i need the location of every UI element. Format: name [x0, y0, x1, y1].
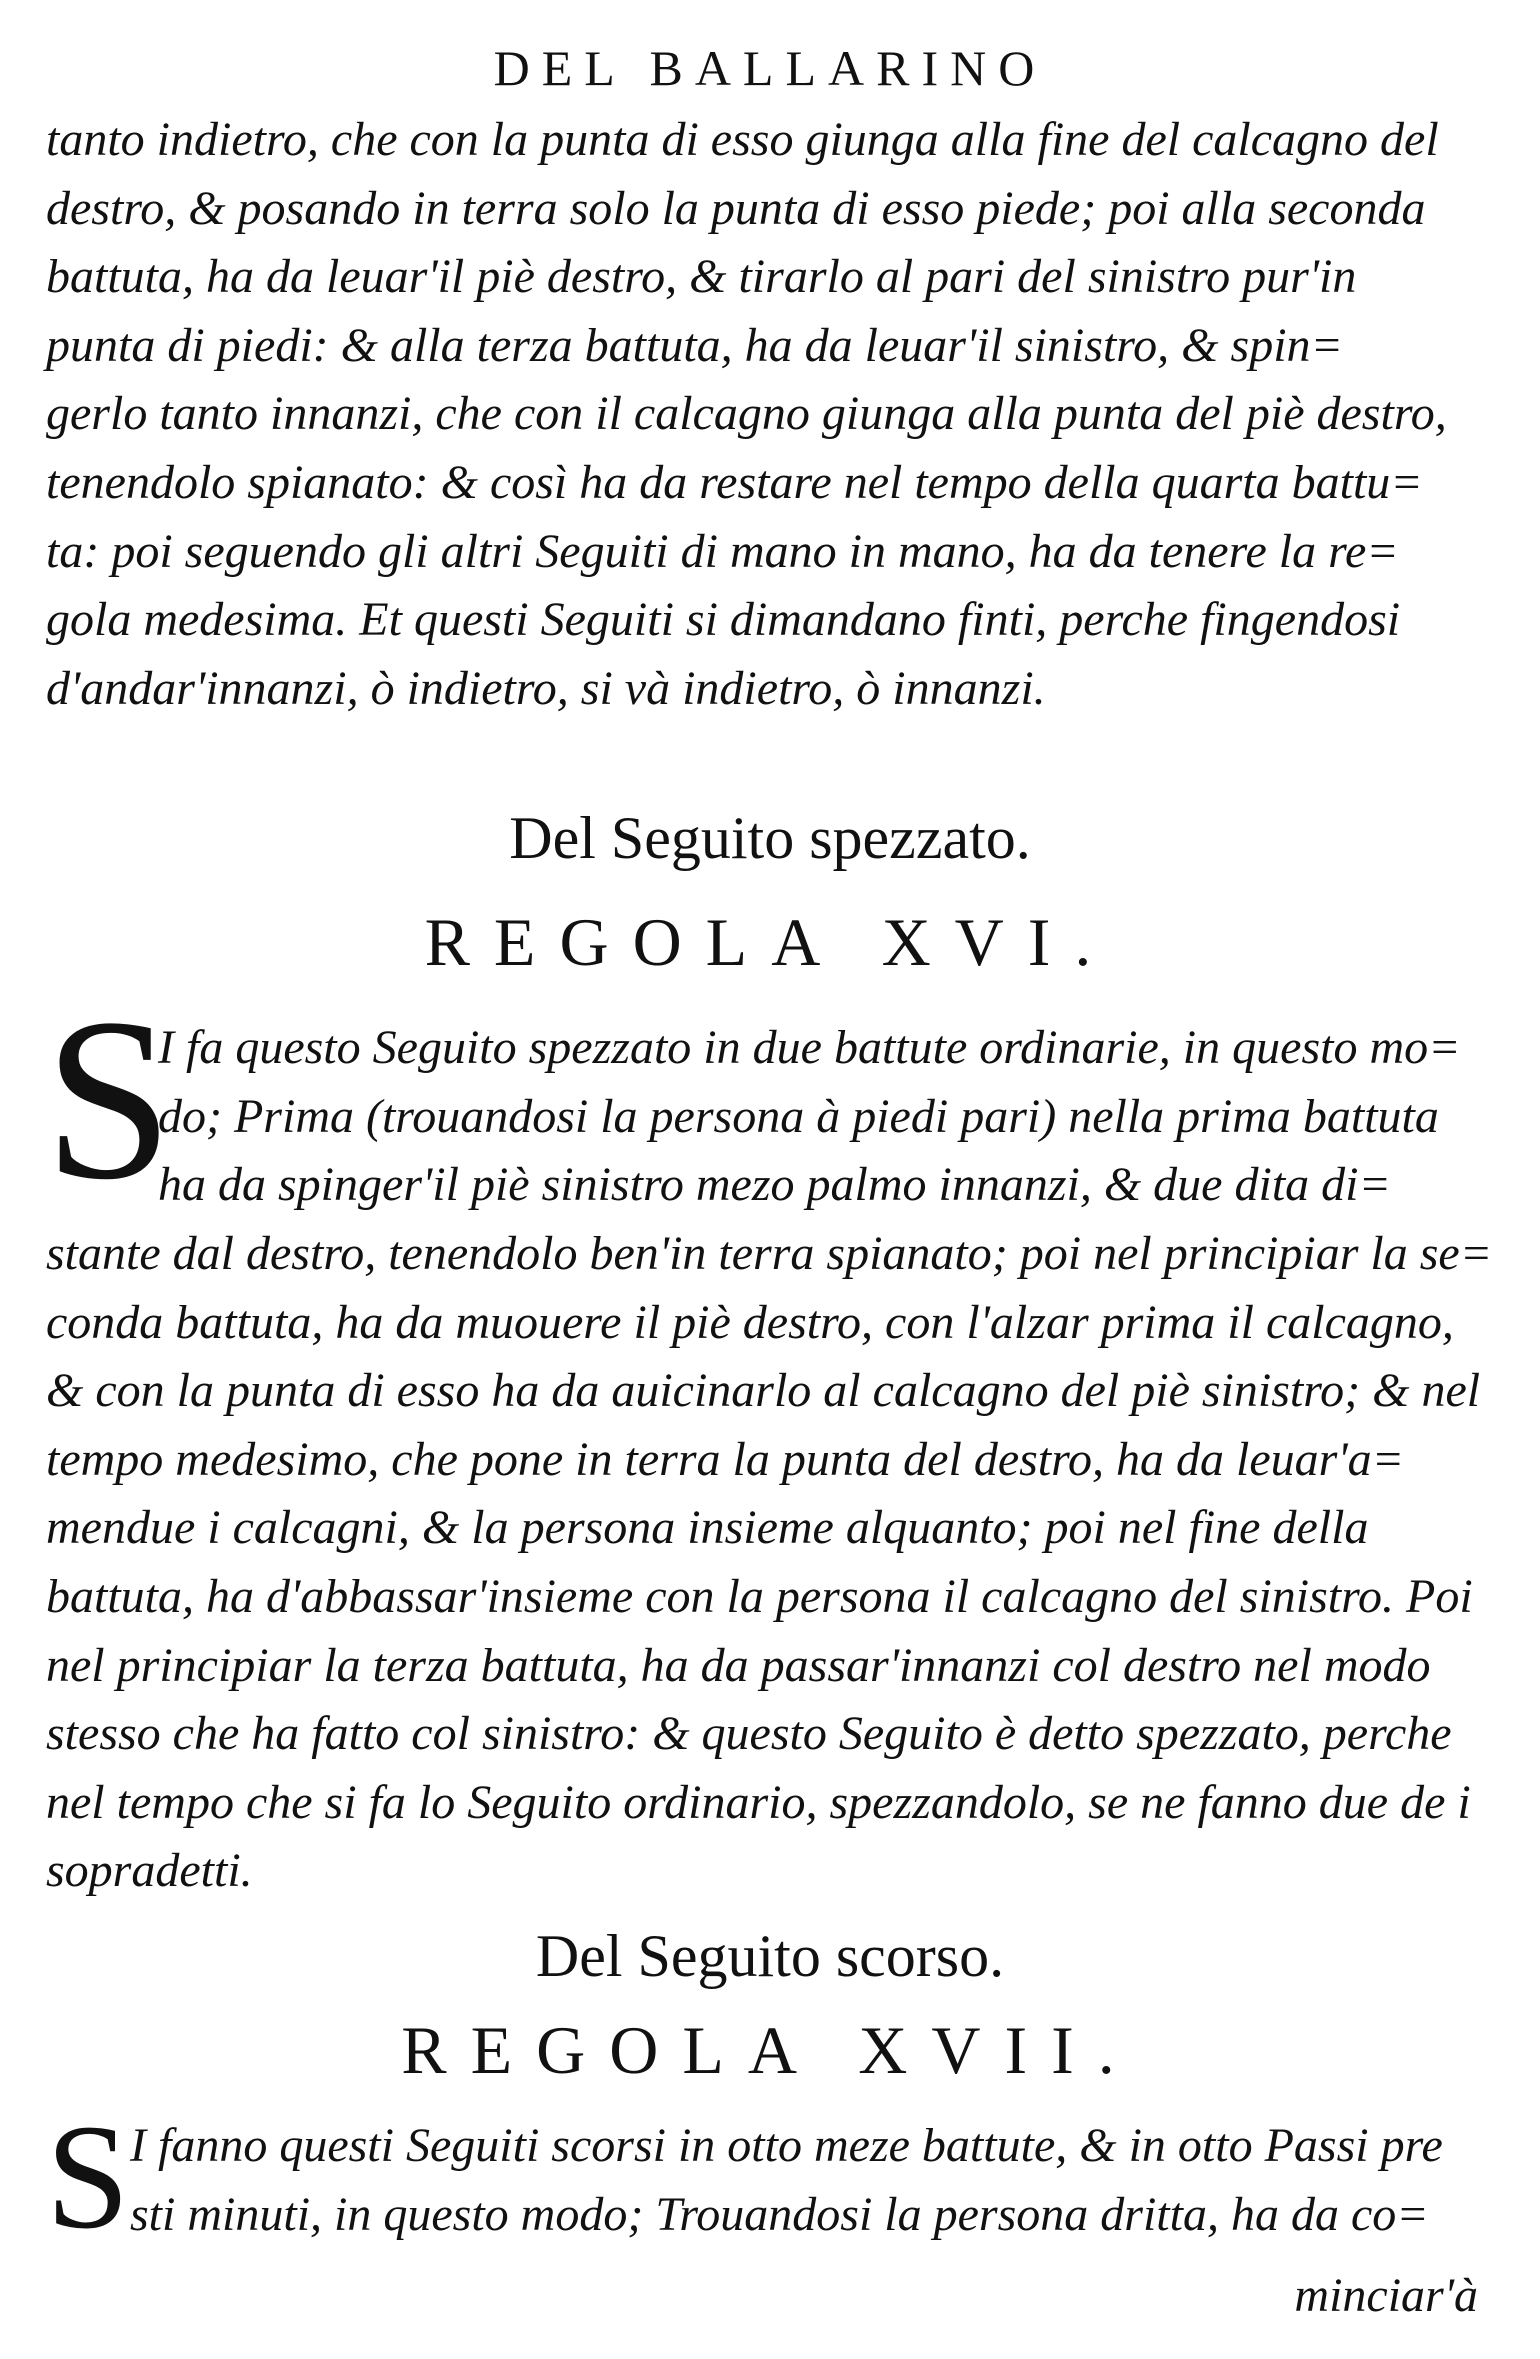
text-line: conda battuta, ha da muouere il piè destro, con l'alzar prima il calcagno, [46, 1295, 1454, 1349]
text-line: sti minuti, in questo modo; Trouandosi la persona dritta, ha da co= [130, 2187, 1429, 2241]
rule-heading: REGOLA XVII. [401, 2012, 1139, 2088]
text-line: d'andar'innanzi, ò indietro, si và indietro, ò innanzi. [46, 661, 1046, 715]
drop-cap: S [46, 2094, 130, 2260]
section-title: Del Seguito spezzato. [509, 805, 1031, 871]
section-title: Del Seguito scorso. [535, 1923, 1005, 1989]
text-line: tempo medesimo, che pone in terra la punta del destro, ha da leuar'a= [46, 1432, 1405, 1486]
running-head: DEL BALLARINO [493, 40, 1047, 96]
section-16-paragraph [46, 1220, 1496, 1906]
continued-paragraph [46, 106, 1496, 723]
rule-heading: REGOLA XVI. [424, 904, 1116, 980]
text-line: battuta, ha da leuar'il piè destro, & tirarlo al pari del sinistro pur'in [46, 250, 1357, 304]
text-line: ha da spinger'il piè sinistro mezo palmo innanzi, & due dita di= [158, 1158, 1391, 1212]
section-17-paragraph [130, 2112, 1498, 2249]
text-line: nel tempo che si fa lo Seguito ordinario, spezzandolo, se ne fanno due de i [46, 1775, 1471, 1829]
text-line: punta di piedi: & alla terza battuta, ha da leuar'il sinistro, & spin= [46, 318, 1343, 372]
text-line: I fanno questi Seguiti scorsi in otto meze battute, & in otto Passi pre [130, 2119, 1443, 2172]
text-line: destro, & posando in terra solo la punta di esso piede; poi alla seconda [46, 181, 1426, 235]
text-line: battuta, ha d'abbassar'insieme con la persona il calcagno del sinistro. Poi [46, 1569, 1473, 1623]
text-line: do; Prima (trouandosi la persona à piedi pari) nella prima battuta [158, 1089, 1439, 1143]
text-line: stante dal destro, tenendolo ben'in terra spianato; poi nel principiar la se= [46, 1227, 1493, 1280]
text-line: stesso che ha fatto col sinistro: & questo Seguito è detto spezzato, perche [46, 1707, 1452, 1761]
text-line: ta: poi seguendo gli altri Seguiti di mano in mano, ha da tenere la re= [46, 524, 1399, 578]
text-line: gerlo tanto innanzi, che con il calcagno giunga alla punta del piè destro, [46, 387, 1447, 441]
text-line: mendue i calcagni, & la persona insieme alquanto; poi nel fine della [46, 1501, 1369, 1555]
text-line: tenendolo spianato: & così ha da restare nel tempo della quarta battu= [46, 455, 1423, 509]
catchword: minciar'à [1294, 2269, 1478, 2322]
text-line: sopradetti. [46, 1844, 253, 1898]
text-line: gola medesima. Et questi Seguiti si dimandano finti, perche fingendosi [46, 593, 1401, 647]
drop-cap: S [44, 971, 174, 1228]
text-line: & con la punta di esso ha da auicinarlo al calcagno del piè sinistro; & nel [46, 1364, 1481, 1418]
text-line: I fa questo Seguito spezzato in due battute ordinarie, in questo mo= [158, 1021, 1461, 1074]
text-line: tanto indietro, che con la punta di esso giunga alla fine del calcagno del [46, 113, 1439, 166]
section-16-paragraph-intro [158, 1014, 1498, 1220]
text-line: nel principiar la terza battuta, ha da passar'innanzi col destro nel modo [46, 1638, 1431, 1692]
